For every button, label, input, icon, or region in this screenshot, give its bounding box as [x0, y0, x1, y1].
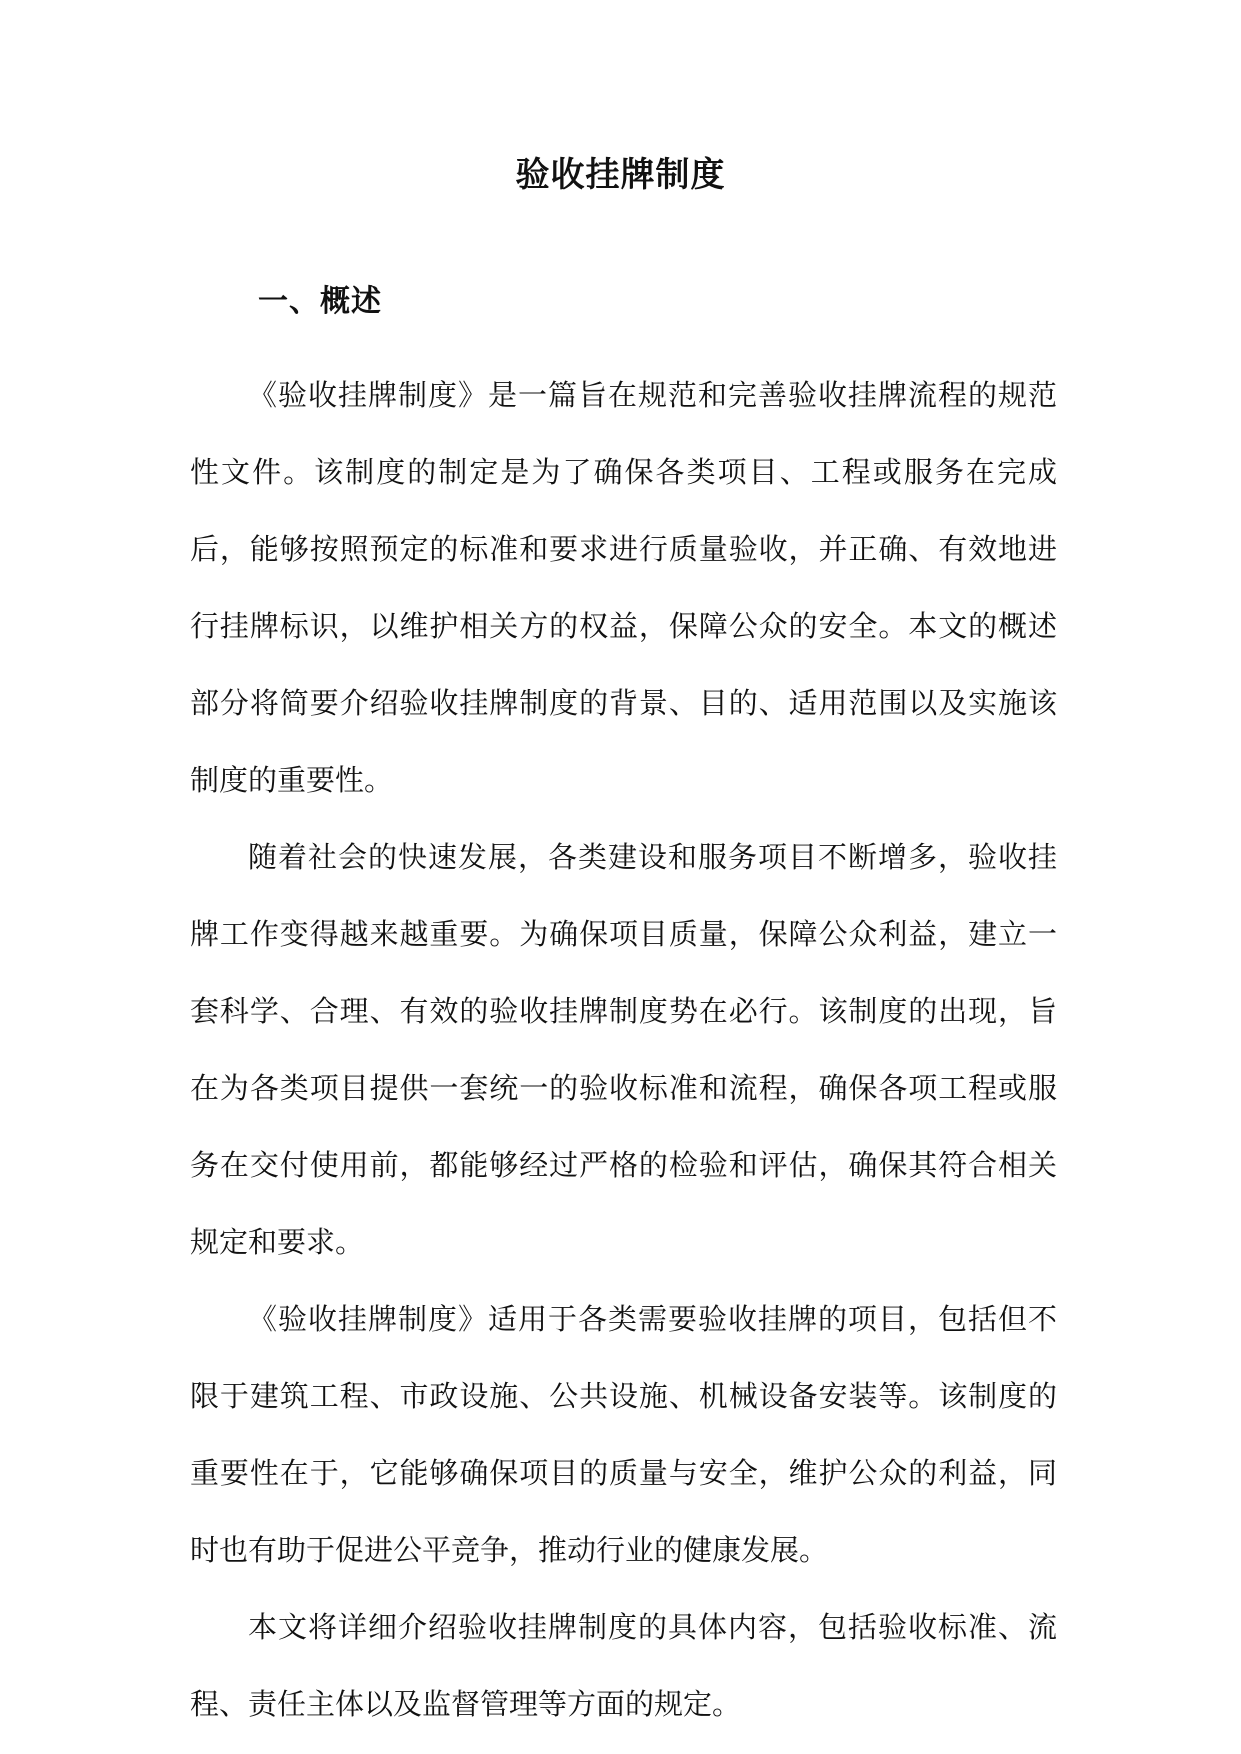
paragraph-2: 随着社会的快速发展，各类建设和服务项目不断增多，验收挂牌工作变得越来越重要。为确保项目质量，保障公众利益，建立一套科学、合理、有效的验收挂牌制度势在必行。该制度的出现，旨在为各类项目提供一套统一的验收标准和流程，确保各项工程或服务在交付使用前，都能够经过严格的检验和评估，确保其符合相关规定和要求。: [190, 840, 1057, 1259]
paragraph-3: 《验收挂牌制度》适用于各类需要验收挂牌的项目，包括但不限于建筑工程、市政设施、公共设施、机械设备安装等。该制度的重要性在于，它能够确保项目的质量与安全，维护公众的利益，同时也有助于促进公平竞争，推动行业的健康发展。: [190, 1302, 1057, 1567]
paragraph-1: 《验收挂牌制度》是一篇旨在规范和完善验收挂牌流程的规范性文件。该制度的制定是为了确保各类项目、工程或服务在完成后，能够按照预定的标准和要求进行质量验收，并正确、有效地进行挂牌标识，以维护相关方的权益，保障公众的安全。本文的概述部分将简要介绍验收挂牌制度的背景、目的、适用范围以及实施该制度的重要性。: [190, 378, 1057, 797]
body-text: [190, 357, 1057, 1743]
section-heading: 一、概述: [258, 284, 382, 319]
paragraph-4: 本文将详细介绍验收挂牌制度的具体内容，包括验收标准、流程、责任主体以及监督管理等方面的规定。: [190, 1610, 1057, 1721]
page-title: 验收挂牌制度: [515, 155, 726, 195]
